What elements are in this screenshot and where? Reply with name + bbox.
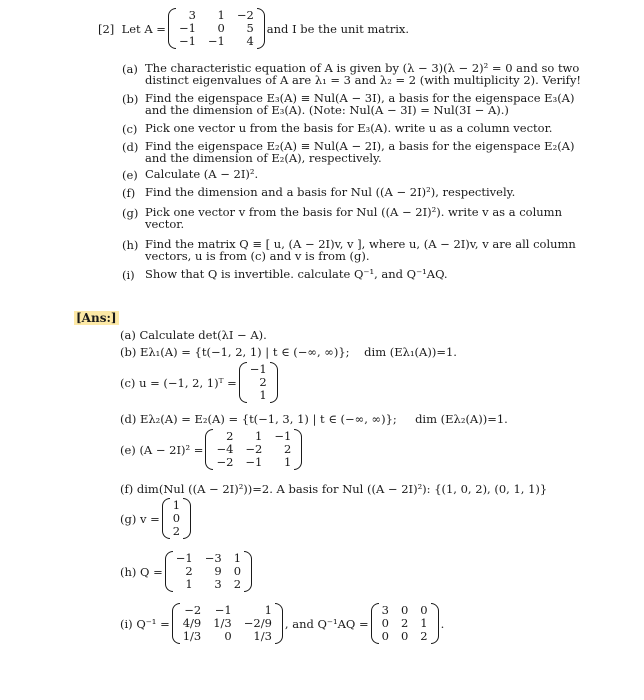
ans-b-label: (b) [120,345,137,359]
matrix-cell: 1 [233,551,242,565]
matrix-cell: −1 [175,551,193,565]
problem-part-label: (c) [122,122,138,136]
matrix-cell: 2 [233,577,242,591]
matrix-cell: 1 [185,577,193,591]
ans-c-text: u = (−1, 2, 1)ᵀ = [139,375,237,390]
problem-part-text: Find the matrix Q ≡ [ u, (A − 2I)v, v ], where u, (A − 2I)v, v are all column [145,237,576,251]
matrix-cell: −1 [274,429,292,443]
matrix-cell: 1/3 [213,616,232,630]
ans-a-label: (a) [120,328,136,342]
matrix-cell: −2 [216,455,234,469]
ans-a-text: Calculate det(λI − A). [139,328,267,342]
matrix-cell: −3 [204,551,222,565]
problem-part-label: (h) [122,238,139,252]
matrix-cell: 2 [400,616,409,630]
problem-part-text: distinct eigenvalues of A are λ₁ = 3 and λ₂ = 2 (with multiplicity 2). Verify! [145,73,582,87]
matrix-cell: 1/3 [182,629,202,643]
matrix-cell: 5 [246,21,254,35]
matrix-cell: 3 [214,577,222,591]
problem-part-label: (e) [122,168,138,182]
matrix-cell: −1 [178,34,196,48]
ans-d [120,413,508,426]
matrix-cell: 2 [283,442,292,456]
problem-part-text: vectors, u is from (c) and v is from (g). [145,249,370,263]
matrix-cell: 0 [381,629,389,643]
matrix-Q-inv-A-Q [371,603,439,644]
problem-part-text: Pick one vector v from the basis for Nul ((A − 2I)²). write v as a column [145,205,562,219]
matrix-cell: −2/9 [243,616,272,630]
matrix-cell: 2 [259,375,267,389]
matrix-Q-inverse [172,603,283,644]
matrix-cell: 0 [224,629,232,643]
problem-part-text: vector. [145,217,185,231]
ans-d-dim: dim (Eλ₂(A))=1. [415,412,508,426]
matrix-cell: 1/3 [253,629,272,643]
matrix-cell: −1 [178,21,196,35]
matrix-cell: 1 [259,388,267,402]
matrix-cell: 1 [283,455,292,469]
problem-part-label: (b) [122,92,139,106]
matrix-cell: 0 [400,629,409,643]
ans-d-label: (d) [120,412,137,426]
intro-suffix: and I be the unit matrix. [266,21,410,36]
matrix-cell: 1 [420,616,428,630]
problem-part-text: Find the eigenspace E₂(A) ≡ Nul(A − 2I), a basis for the eigenspace E₂(A) [145,139,575,153]
ans-h-text: Q = [140,564,163,579]
ans-c [120,362,280,403]
problem-intro [98,8,409,49]
ans-b-dim: dim (Eλ₁(A))=1. [364,345,457,359]
ans-c-label: (c) [120,375,136,390]
matrix-cell: 3 [188,8,196,22]
matrix-cell: −2 [236,8,254,22]
problem-part-text: and the dimension of E₂(A), respectively. [145,151,382,165]
matrix-cell: −1 [249,362,267,376]
matrix-cell: −4 [216,442,234,456]
ans-f-text: dim(Nul ((A − 2I)²))=2. A basis for Nul ((A − 2I)²): {(1, 0, 2), (0, 1, 1)} [136,482,548,496]
matrix-cell: −1 [214,603,232,617]
problem-part-label: (d) [122,140,139,154]
problem-part-text: and the dimension of E₃(A). (Note: Nul(A − 3I) = Nul(3I − A).) [145,103,509,117]
matrix-cell: −2 [184,603,202,617]
ans-h [120,551,254,592]
matrix-cell: 2 [420,629,428,643]
intro-prefix: Let A = [121,21,166,36]
ans-f-label: (f) [120,482,134,496]
matrix-cell: 0 [233,564,242,578]
problem-part-label: (g) [122,206,139,220]
matrix-cell: 0 [400,603,409,617]
matrix-cell: 4 [246,34,254,48]
matrix-cell: 1 [264,603,272,617]
problem-part-label: (i) [122,268,135,282]
ans-i-label: (i) [120,616,133,631]
matrix-cell: 2 [185,564,193,578]
problem-part-text: Pick one vector u from the basis for E₃(A). write u as a column vector. [145,121,553,135]
problem-number: [2] [98,21,115,36]
ans-d-text: Eλ₂(A) = E₂(A) = {t(−1, 3, 1) | t ∈ (−∞, ∞)}; [140,412,397,426]
problem-part-text: The characteristic equation of A is given by (λ − 3)(λ − 2)² = 0 and so two [145,61,580,75]
problem-part-text: Find the dimension and a basis for Nul ((A − 2I)²), respectively. [145,185,516,199]
matrix-cell: 1 [172,498,181,512]
ans-i-end: . [440,616,445,631]
ans-e [120,429,304,470]
problem-part-text: Show that Q is invertible. calculate Q⁻¹, and Q⁻¹AQ. [145,267,448,281]
ans-i-mid: , and Q⁻¹AQ = [284,616,369,631]
matrix-cell: 0 [381,616,389,630]
matrix-cell: 2 [172,524,181,538]
ans-g-label: (g) [120,511,137,526]
ans-i [120,603,444,644]
vector-v [162,498,191,539]
ans-f [120,483,547,496]
matrix-cell: −1 [245,455,263,469]
matrix-Q [165,551,252,592]
ans-i-text: Q⁻¹ = [136,616,170,631]
problem-part-text: Calculate (A − 2I)². [145,167,259,181]
ans-g-text: v = [140,511,160,526]
ans-g [120,498,193,539]
matrix-cell: 0 [420,603,428,617]
vector-u [239,362,278,403]
problem-part-label: (f) [122,186,136,200]
matrix-cell: 0 [172,511,181,525]
ans-b [120,346,457,359]
ans-b-text: Eλ₁(A) = {t(−1, 2, 1) | t ∈ (−∞, ∞)}; [140,345,350,359]
matrix-cell: 1 [255,429,263,443]
matrix-cell: 4/9 [182,616,202,630]
ans-h-label: (h) [120,564,137,579]
ans-e-label: (e) [120,442,136,457]
matrix-A [168,8,265,49]
problem-part-text: Find the eigenspace E₃(A) ≡ Nul(A − 3I), a basis for the eigenspace E₃(A) [145,91,575,105]
matrix-A-minus-2I-squared [205,429,302,470]
matrix-cell: 3 [381,603,389,617]
ans-a [120,329,267,342]
matrix-cell: 9 [214,564,222,578]
problem-part-label: (a) [122,62,138,76]
matrix-cell: −1 [207,34,225,48]
ans-e-text: (A − 2I)² = [139,442,204,457]
answer-heading: [Ans:] [76,311,117,325]
matrix-cell: 1 [217,8,225,22]
matrix-cell: 0 [217,21,225,35]
matrix-cell: 2 [226,429,234,443]
matrix-cell: −2 [245,442,263,456]
